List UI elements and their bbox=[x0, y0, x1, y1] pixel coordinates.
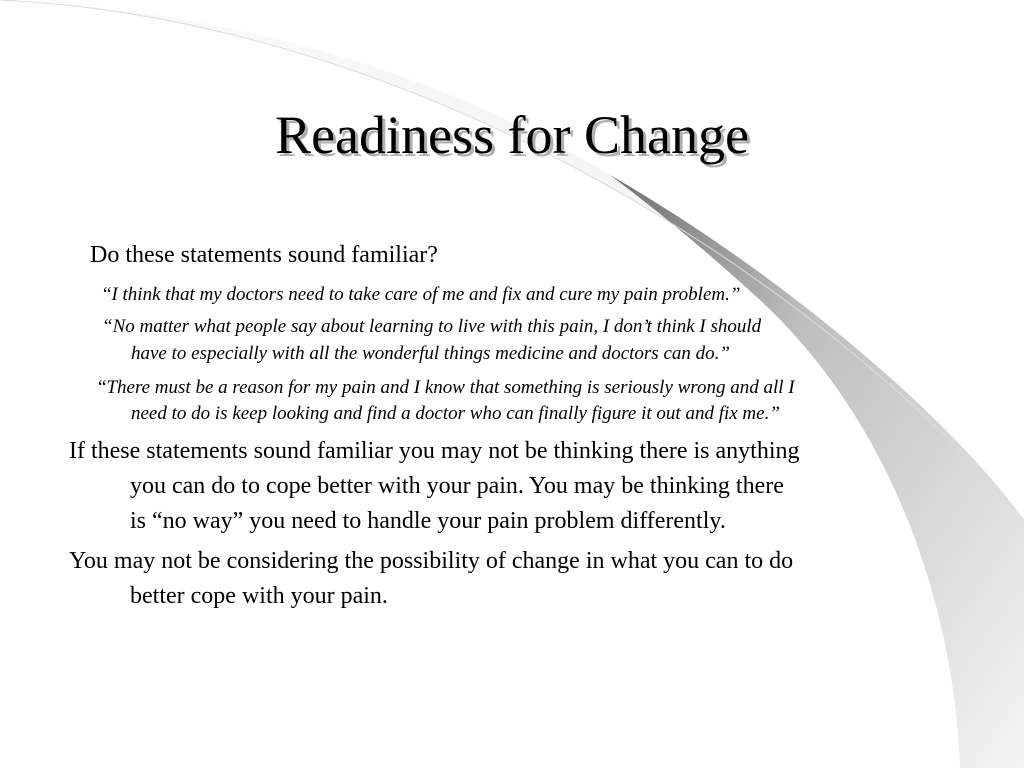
quote-3-line-1 bbox=[98, 374, 795, 401]
slide-title: Readiness for Change bbox=[275, 105, 749, 165]
quote-3-open-mark: “ bbox=[98, 377, 107, 398]
quote-2-line-1: “No matter what people say about learning to live with this pain, I don’t think I should bbox=[102, 316, 762, 337]
quote-2-line-2: have to especially with all the wonderful things medicine and doctors can do.” bbox=[131, 343, 730, 364]
paragraph-2-line-1: You may not be considering the possibility of change in what you can to do bbox=[69, 548, 794, 574]
quote-3-line-2: need to do is keep looking and find a doctor who can finally figure it out and fix me.” bbox=[131, 403, 780, 424]
quote-1-line-1 bbox=[103, 281, 740, 308]
paragraph-2-line-2: better cope with your pain. bbox=[130, 583, 388, 609]
quote-1-open-mark: “ bbox=[103, 284, 112, 305]
paragraph-1-line-3: is “no way” you need to handle your pain problem differently. bbox=[130, 508, 726, 534]
paragraph-1-line-2: you can do to cope better with your pain. You may be thinking there bbox=[130, 473, 784, 499]
quote-3-text-1: There must be a reason for my pain and I know that something is seriously wrong and all I bbox=[106, 377, 795, 398]
quote-1-text: I think that my doctors need to take care of me and fix and cure my pain problem.” bbox=[111, 284, 741, 305]
intro-text: Do these statements sound familiar? bbox=[90, 242, 438, 268]
paragraph-1-line-1: If these statements sound familiar you may not be thinking there is anything bbox=[69, 438, 800, 464]
